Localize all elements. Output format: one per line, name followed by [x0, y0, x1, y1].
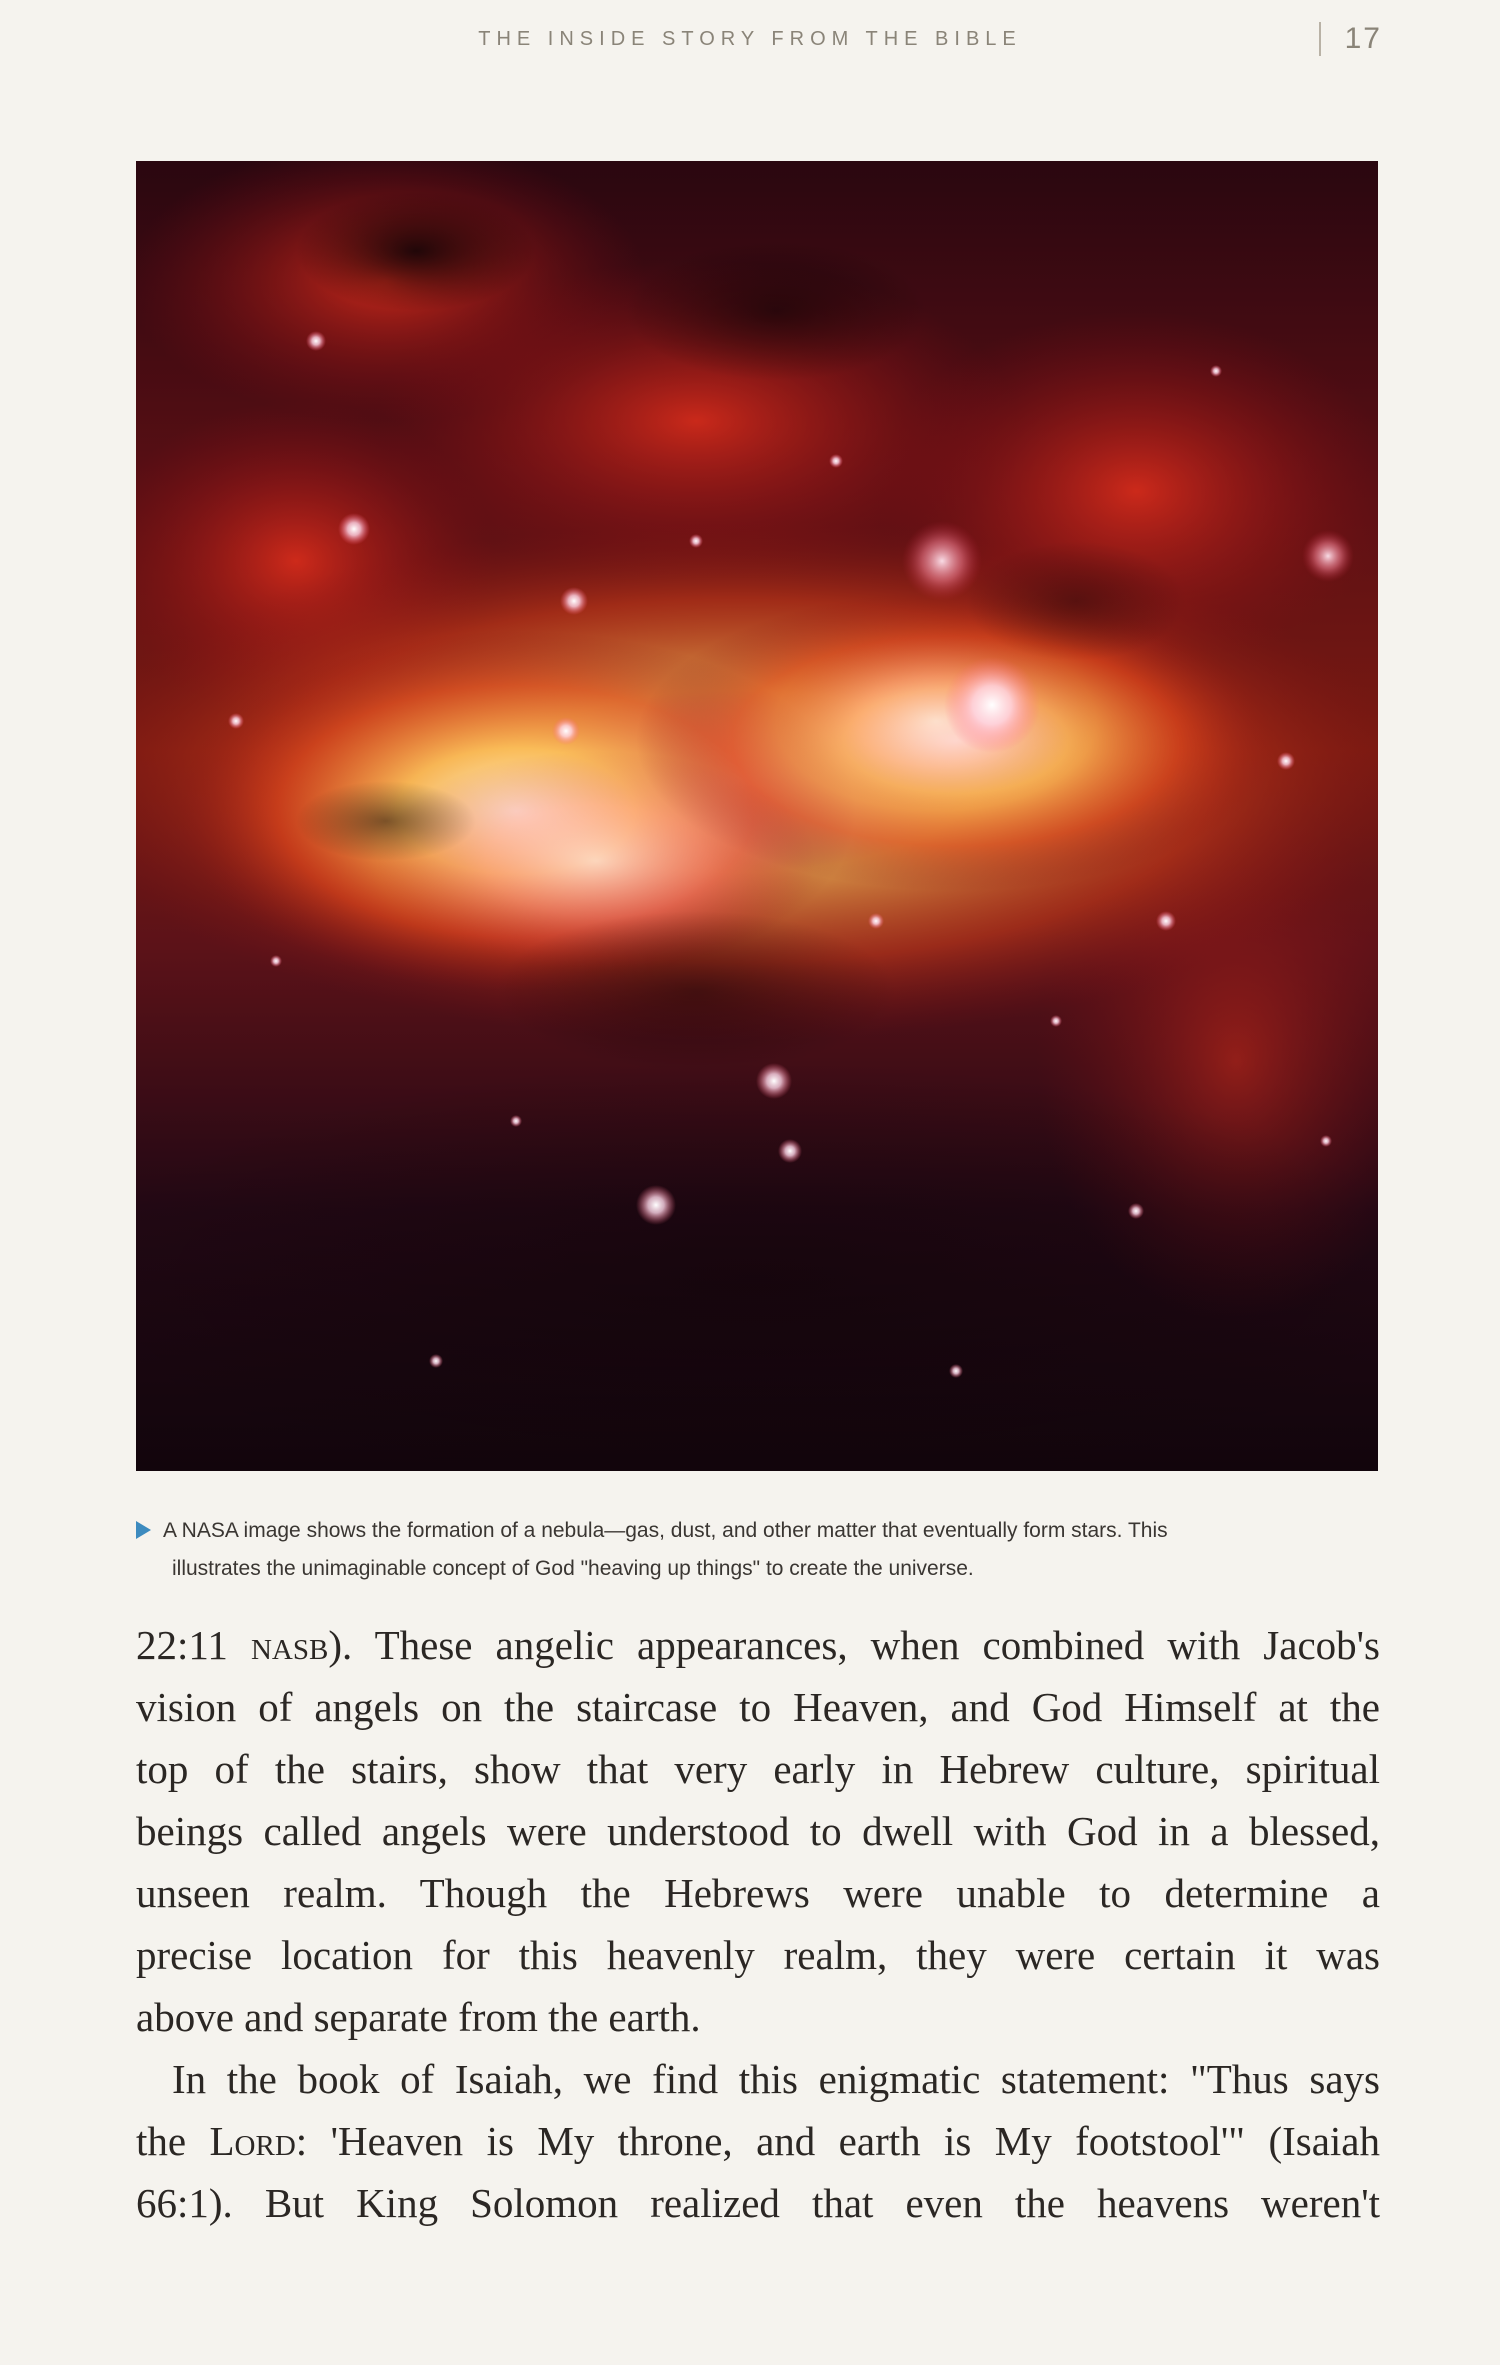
caption-triangle-icon	[136, 1521, 151, 1539]
paragraph-1-line-7: above and separate from the earth.	[136, 1994, 701, 2040]
caption-line-2: illustrates the unimaginable concept of God "heaving up things" to create the universe.	[172, 1557, 974, 1580]
text-run: the	[136, 2118, 210, 2164]
nebula-image	[136, 161, 1378, 1471]
body-text	[136, 1614, 1380, 2234]
text-run: : 'Heaven is My throne, and earth is My footstool'" (Isaiah	[295, 2118, 1380, 2164]
figure-caption	[136, 1512, 1380, 1588]
small-caps-run: Lord	[209, 2118, 296, 2164]
nebula-photo	[136, 161, 1378, 1471]
page-number-block	[1319, 22, 1382, 56]
header-divider	[1319, 22, 1321, 56]
text-run: 22:11	[136, 1622, 251, 1668]
text-run: ). These angelic appearances, when combined with Jacob's	[328, 1622, 1380, 1668]
paragraph-1-line-4: beings called angels were understood to dwell with God in a blessed,	[136, 1808, 1380, 1854]
caption-line-1	[136, 1512, 1380, 1550]
paragraph-2-line-3: 66:1). But King Solomon realized that even the heavens weren't	[136, 2180, 1380, 2226]
caption-text-1: A NASA image shows the formation of a nebula—gas, dust, and other matter that eventually form stars. This	[163, 1519, 1168, 1542]
paragraph-1-line-6: precise location for this heavenly realm, they were certain it was	[136, 1932, 1380, 1978]
paragraph-2-line-1: In the book of Isaiah, we find this enigmatic statement: "Thus says	[172, 2056, 1380, 2102]
paragraph-2-line-2	[136, 2110, 1380, 2172]
page-number: 17	[1344, 22, 1382, 55]
running-head-title: THE INSIDE STORY FROM THE BIBLE	[478, 28, 1022, 50]
paragraph-1-line-2: vision of angels on the staircase to Heaven, and God Himself at the	[136, 1684, 1380, 1730]
small-caps-run: nasb	[250, 1622, 329, 1668]
paragraph-1-line-1	[136, 1614, 1380, 1676]
paragraph-1-line-5: unseen realm. Though the Hebrews were unable to determine a	[136, 1870, 1380, 1916]
paragraph-1-line-3: top of the stairs, show that very early in Hebrew culture, spiritual	[136, 1746, 1380, 1792]
